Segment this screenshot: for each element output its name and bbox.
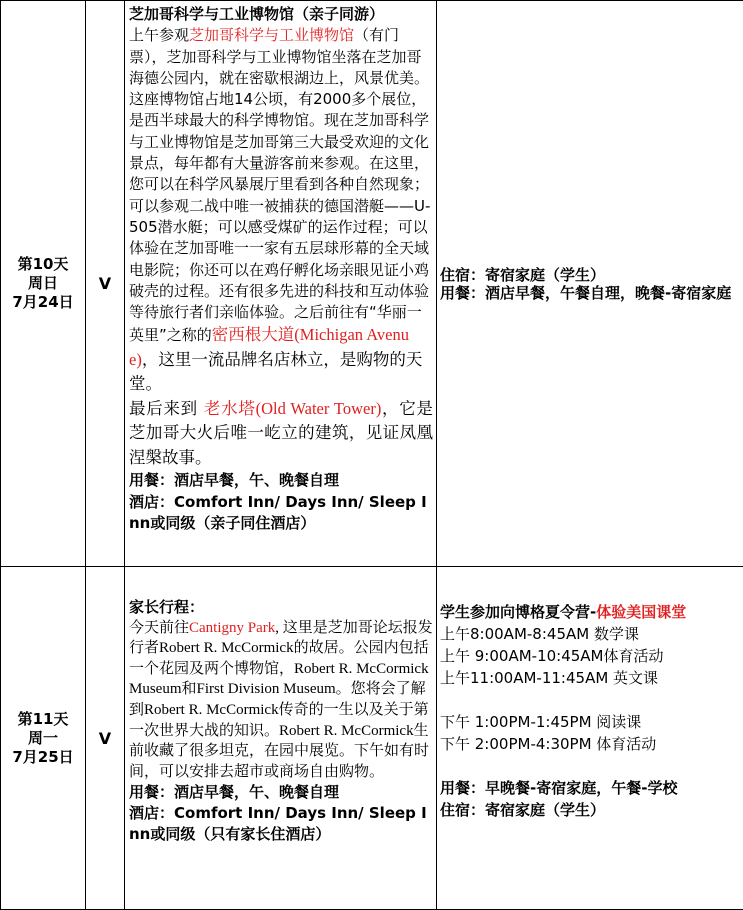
- day-number: 第10天: [1, 255, 85, 274]
- hotel-text: 酒店：Comfort Inn/ Days Inn/ Sleep Inn或同级（只有家长住酒店）: [129, 803, 433, 844]
- stay-cell: [437, 567, 743, 910]
- day-cell: [1, 567, 86, 910]
- activity-description: 今天前往Cantigny Park, 这里是芝加哥论坛报发行者Robert R. McCormick的故居。公园内包括一个花园及两个博物馆，Robert R. McCormick Museum和First Division Museum。您将会了解到Robert R. McCormick传奇的一生以及关于第一次世界大战的知识。Robert R. McCormick生前收藏了很多坦克，在园中展览。下午如有时间，可以安排去超市或商场自由购物。: [129, 618, 433, 783]
- activity-title: 家长行程：: [129, 597, 433, 618]
- schedule-item: 下午 2:00PM-4:30PM 体育活动: [440, 733, 743, 755]
- museum-link[interactable]: 芝加哥科学与工业博物馆: [189, 26, 354, 44]
- spacer: [440, 755, 743, 777]
- stay-cell: [437, 1, 743, 567]
- cantigny-park-link[interactable]: Cantigny Park: [189, 620, 275, 636]
- mark-cell: V: [86, 567, 125, 910]
- camp-heading: 学生参加向博格夏令营-体验美国课堂: [440, 601, 743, 623]
- date: 7月25日: [1, 748, 85, 767]
- activity-description: 上午参观芝加哥科学与工业博物馆（有门票），芝加哥科学与工业博物馆坐落在芝加哥海德公园内，就在密歇根湖边上，风景优美。这座博物馆占地14公顷，有2000多个展位，是西半球最大的科学博物馆。现在芝加哥科学与工业博物馆是芝加哥第三大最受欢迎的文化景点，每年都有大量游客前来参观。在这里，您可以在科学风暴展厅里看到各种自然现象；可以参观二战中唯一被捕获的德国潜艇——U-505潜水艇；可以感受煤矿的运作过程；可以体验在芝加哥唯一一家有五层球形幕的全天域电影院；你还可以在鸡仔孵化场亲眼见证小鸡破壳的过程。还有很多先进的科技和互动体验等待旅行者们亲临体验。之后前往有“华丽一英里”之称的密西根大道(Michigan Avenue)，这里一流品牌名店林立，是购物的天堂。: [129, 25, 433, 397]
- lodging-text: 住宿：寄宿家庭（学生）: [440, 799, 743, 821]
- mark-cell: V: [86, 1, 125, 567]
- meals-text: 用餐：酒店早餐，午、晚餐自理: [129, 782, 433, 803]
- stay-meals-text: 用餐：早晚餐-寄宿家庭，午餐-学校: [440, 777, 743, 799]
- schedule-item: 上午11:00AM-11:45AM 英文课: [440, 667, 743, 689]
- activity-cell: [125, 1, 437, 567]
- schedule-item: 上午8:00AM-8:45AM 数学课: [440, 623, 743, 645]
- hotel-text: 酒店：Comfort Inn/ Days Inn/ Sleep Inn或同级（亲子同住酒店）: [129, 492, 433, 535]
- date: 7月24日: [1, 293, 85, 312]
- water-tower-link[interactable]: 老水塔(Old Water Tower): [204, 399, 381, 418]
- water-tower-text: 最后来到 老水塔(Old Water Tower)，它是芝加哥大火后唯一屹立的建筑，见证凤凰涅槃故事。: [129, 397, 433, 471]
- stay-meals-text: 用餐：酒店早餐，午餐自理，晚餐-寄宿家庭: [440, 284, 743, 302]
- table-row: [1, 1, 743, 567]
- schedule-item: 上午 9:00AM-10:45AM体育活动: [440, 645, 743, 667]
- weekday: 周一: [1, 729, 85, 748]
- day-number: 第11天: [1, 710, 85, 729]
- meals-text: 用餐：酒店早餐，午、晚餐自理: [129, 470, 433, 491]
- day-cell: [1, 1, 86, 567]
- spacer: [440, 689, 743, 711]
- weekday: 周日: [1, 274, 85, 293]
- lodging-text: 住宿：寄宿家庭（学生）: [440, 266, 743, 284]
- schedule-item: 下午 1:00PM-1:45PM 阅读课: [440, 711, 743, 733]
- table-row: [1, 567, 743, 910]
- activity-cell: [125, 567, 437, 910]
- michigan-avenue-link[interactable]: 密西根大道(Michigan Avenue): [129, 325, 409, 369]
- activity-title: 芝加哥科学与工业博物馆（亲子同游）: [129, 4, 433, 25]
